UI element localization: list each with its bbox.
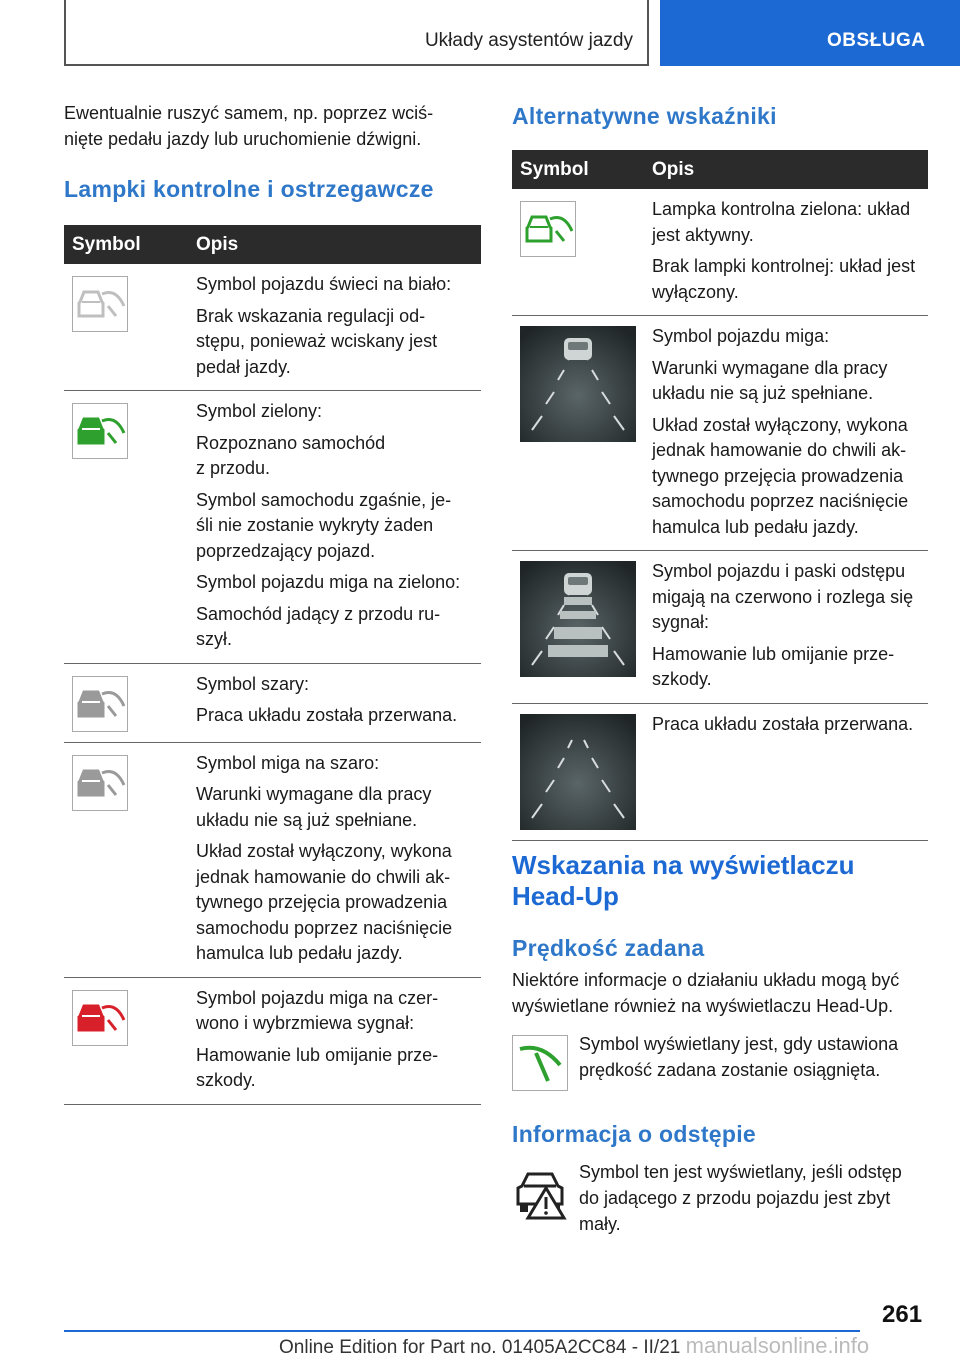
table-row [64,264,481,391]
col-symbol-header: Symbol [64,225,188,264]
description-cell [188,742,481,977]
description-cell [644,316,928,551]
description-line: Hamowanie lub omijanie prze- szkody. [652,643,895,689]
description-line: Brak wskazania regulacji od- stępu, ponieważ wciskany jest pedał jazdy. [196,305,438,377]
table-row [512,189,928,316]
description-cell [644,551,928,704]
symbol-cell [512,316,644,551]
symbol-cell [512,703,644,840]
description-cell [644,703,928,840]
speed-reached-icon [512,1035,568,1096]
lamps-heading: Lampki kontrolne i ostrzegawcze [64,176,434,202]
gauge-green-icon [520,201,576,257]
description-line: Rozpoznano samochód z przodu. [196,432,386,478]
right-column [512,100,928,841]
description-line: Samochód jadący z przodu ru- szył. [196,603,441,649]
description-line: Hamowanie lub omijanie prze- szkody. [196,1044,439,1090]
symbol-cell [64,977,188,1104]
description-line: Symbol miga na szaro: [196,752,380,773]
description-line: Symbol pojazdu miga na zielono: [196,572,461,592]
symbol-cell [64,742,188,977]
description-line: Symbol pojazdu świeci na biało: [196,274,452,294]
section-title: Układy asystentów jazdy [424,30,633,51]
description-line: Symbol pojazdu i paski odstępu migają na czerwono i rozlega się sygnał: [652,561,914,632]
road-car-icon [520,326,636,442]
edition-text: Online Edition for Part no. 01405A2CC84 - II/21 [279,1337,681,1358]
header-section-box [64,0,649,66]
description-line: Symbol pojazdu miga na czer- wono i wybrzmiewa sygnał: [196,987,439,1033]
footer-edition [279,1333,869,1359]
description-line: Praca układu została przerwana. [196,705,458,725]
distance-icon-text: Symbol ten jest wyświetlany, jeśli odstęp do jadącego z przodu pojazdu jest zbyt mały. [579,1162,902,1234]
table-row [64,977,481,1104]
speed-text: Niektóre informacje o działaniu układu mogą być wyświetlane również na wyświetlaczu Head-Up. [512,970,900,1016]
table-row [64,742,481,977]
distance-warning-icon [512,1164,568,1225]
car-gauge-green-icon [72,403,128,459]
alt-indicators-table [512,150,928,841]
col-symbol-header: Symbol [512,150,644,189]
intro-line-2: nięte pedału jazdy lub uruchomienie dźwigni. [64,129,422,149]
description-cell [188,977,481,1104]
chapter-tab-label: OBSŁUGA [827,30,926,51]
table-row [512,316,928,551]
col-opis-header: Opis [644,150,928,189]
car-gauge-grey-icon [72,676,128,732]
distance-heading: Informacja o odstępie [512,1121,757,1147]
car-gauge-red-icon [72,990,128,1046]
symbol-cell [64,264,188,391]
alt-indicators-heading: Alternatywne wskaźniki [512,103,777,129]
description-line: Praca układu została przerwana. [652,713,914,734]
description-line: Symbol pojazdu miga: [652,326,830,346]
description-line: Warunki wymagane dla pracy układu nie są już spełniane. [196,784,432,830]
description-line: Brak lampki kontrolnej: układ jest wyłączony. [652,256,916,302]
symbol-cell [512,189,644,316]
speed-heading: Prędkość zadana [512,935,705,961]
description-cell [188,663,481,742]
footer-rule [64,1330,860,1332]
page-number: 261 [882,1301,923,1328]
table-row [512,703,928,840]
col-opis-header: Opis [188,225,481,264]
chapter-tab [660,0,960,66]
intro-text [64,100,481,152]
road-empty-icon [520,714,636,830]
road-car-bars-icon [520,561,636,677]
description-cell [188,391,481,664]
description-line: Warunki wymagane dla pracy układu nie są już spełniane. [652,357,888,403]
description-line: Symbol zielony: [196,401,323,421]
description-line: Układ został wyłączony, wykona jednak hamowanie do chwili ak- tywnego przejęcia prowadzenia samochodu poprzez naciśnięcie hamulca lub pedału jazdy. [196,841,453,963]
symbol-cell [512,551,644,704]
table-row [512,551,928,704]
hud-heading: Wskazania na wyświetlaczu Head-Up [512,850,855,911]
lamps-table [64,225,481,1105]
car-gauge-grey-icon [72,755,128,811]
intro-line-1: Ewentualnie ruszyć samem, np. poprzez wciś- [64,103,434,123]
description-cell [644,189,928,316]
speed-icon-text: Symbol wyświetlany jest, gdy ustawiona prędkość zadana zostanie osiągnięta. [579,1034,899,1080]
table-row [64,663,481,742]
description-line: Lampka kontrolna zielona: układ jest aktywny. [652,199,911,245]
left-column [64,100,481,1105]
symbol-cell [64,391,188,664]
description-line: Symbol samochodu zgaśnie, je- śli nie zostanie wykryty żaden poprzedzający pojazd. [196,489,452,561]
car-gauge-white-icon [72,276,128,332]
watermark: manualsonline.info [685,1333,870,1358]
description-cell [188,264,481,391]
description-line: Symbol szary: [196,673,310,694]
description-line: Układ został wyłączony, wykona jednak hamowanie do chwili ak- tywnego przejęcia prowadzenia samochodu poprzez naciśnięcie hamulca lub pedału jazdy. [652,414,909,537]
table-row [64,391,481,664]
symbol-cell [64,663,188,742]
